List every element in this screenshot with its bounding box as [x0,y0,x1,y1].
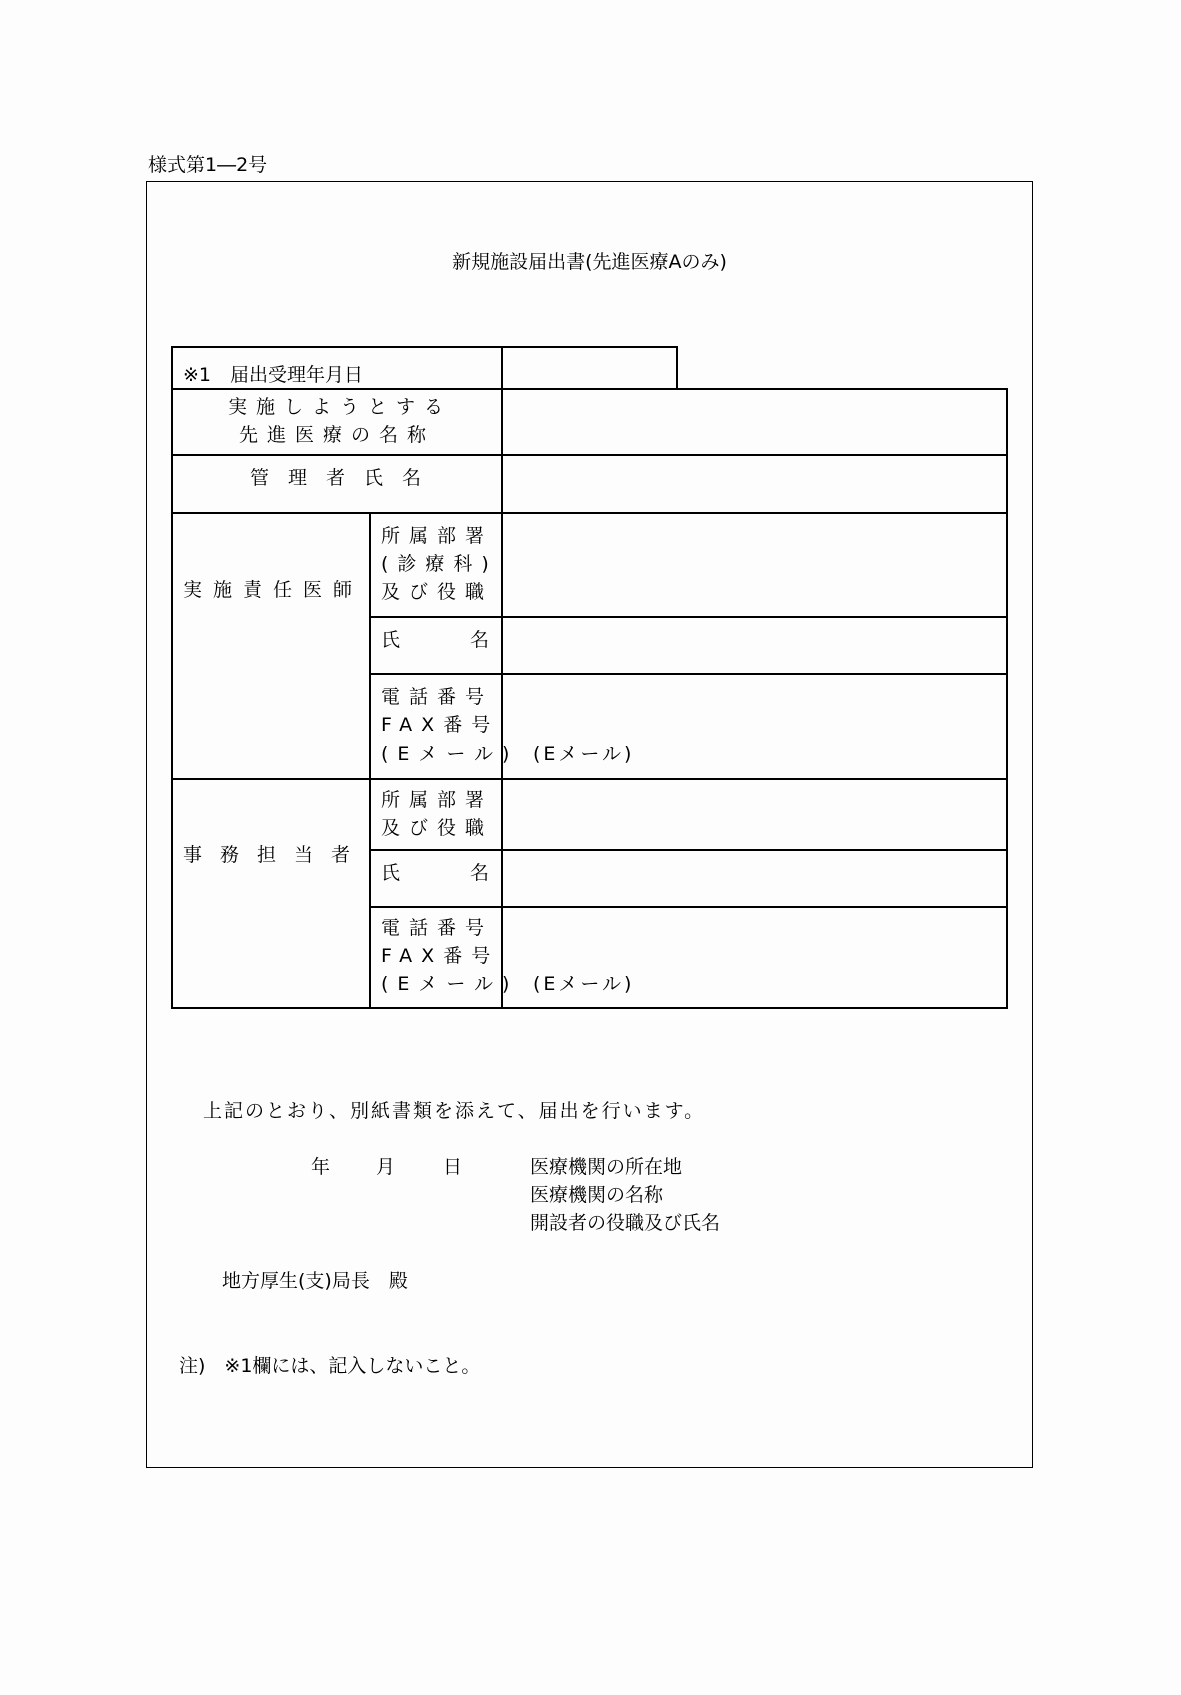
doctor-name-label-left: 氏 [381,629,401,651]
receipt-date-field[interactable] [502,347,676,388]
procedure-name-label-line1: 実施しようとする [228,396,453,418]
doctor-contact-label-line2: FAX番号 [381,714,500,736]
table-border [171,1007,1008,1009]
institution-address-label: 医療機関の所在地 [530,1156,683,1178]
manager-name-label: 管理者氏名 [250,467,441,489]
office-contact-label-line2: FAX番号 [381,945,500,967]
office-name-label-right: 名 [470,862,490,884]
doctor-contact-label-line3: (Eメール) [381,743,519,765]
doctor-name-label-right: 名 [470,629,490,651]
form-number: 様式第1―2号 [148,154,268,176]
table-border [676,346,678,389]
office-contact-label: 事務担当者 [183,844,369,866]
addressee: 地方厚生(支)局長 殿 [222,1270,408,1292]
doctor-department-label-line2: (診療科) [381,553,498,575]
founder-title-name-label: 開設者の役職及び氏名 [530,1212,721,1234]
date-day: 日 [443,1156,463,1178]
table-border [171,346,173,1008]
office-name-label-left: 氏 [381,862,401,884]
doctor-email-label: (Eメール) [533,743,635,765]
doctor-department-label-line3: 及び役職 [381,581,494,603]
procedure-name-field[interactable] [502,389,1006,454]
office-department-label-line2: 及び役職 [381,817,494,839]
office-contact-label-line3: (Eメール) [381,973,519,995]
date-year: 年 [311,1156,331,1178]
office-name-field[interactable] [502,850,1006,906]
document-title: 新規施設届出書(先進医療Aのみ) [452,251,727,273]
procedure-name-label-line2: 先進医療の名称 [239,424,436,446]
office-department-label-line1: 所属部署 [381,789,494,811]
note: 注) ※1欄には、記入しないこと。 [179,1355,481,1377]
office-contact-label-line1: 電話番号 [381,917,494,939]
doctor-department-field[interactable] [502,513,1006,616]
doctor-name-field[interactable] [502,617,1006,673]
institution-name-label: 医療機関の名称 [530,1184,664,1206]
responsible-doctor-label: 実施責任医師 [183,579,364,601]
receipt-date-label: ※1 届出受理年月日 [183,364,364,386]
table-border [1006,388,1008,1008]
manager-name-field[interactable] [502,455,1006,512]
doctor-contact-label-line1: 電話番号 [381,686,494,708]
office-department-field[interactable] [502,779,1006,849]
date-month: 月 [376,1156,396,1178]
office-email-label: (Eメール) [533,973,635,995]
submission-statement: 上記のとおり、別紙書類を添えて、届出を行います。 [203,1100,706,1122]
doctor-department-label-line1: 所属部署 [381,525,494,547]
table-border [369,512,371,1008]
